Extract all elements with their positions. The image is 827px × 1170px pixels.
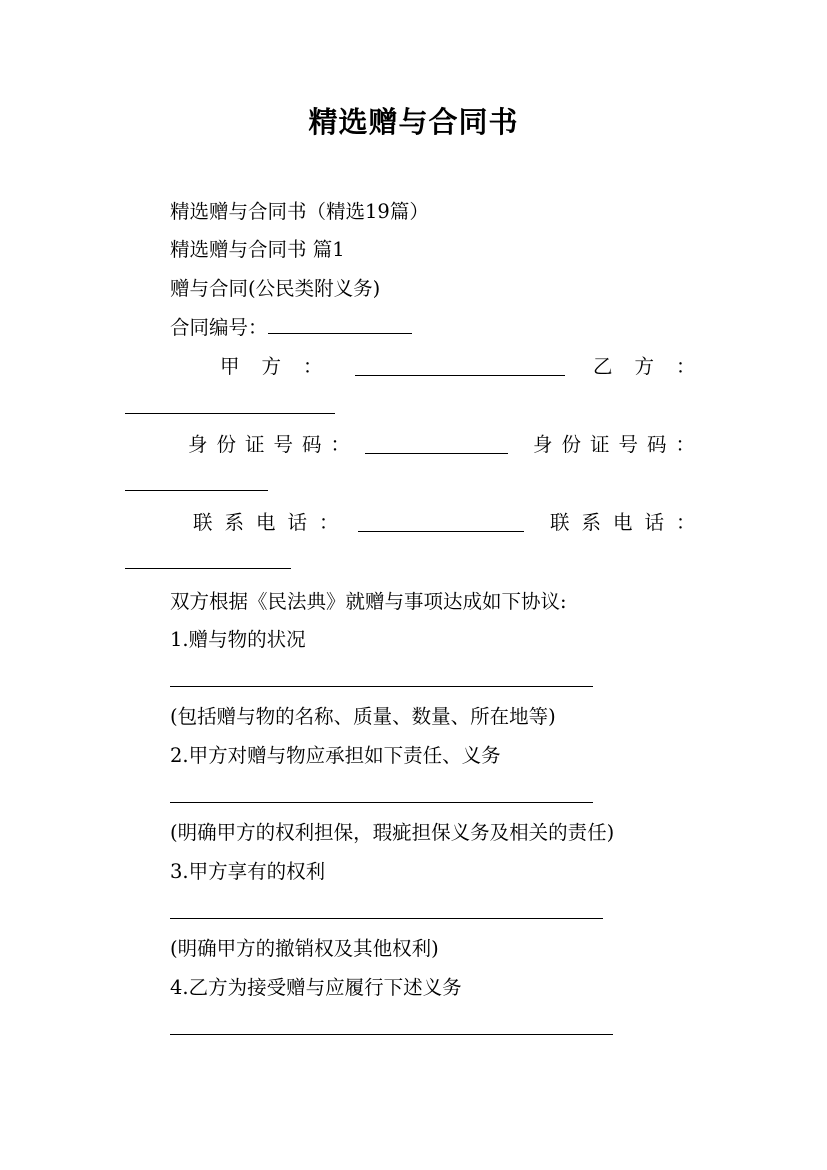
phone-b-blank[interactable] — [125, 568, 291, 569]
phone-b-label: 联系电话： — [550, 511, 708, 534]
contract-number-label: 合同编号： — [170, 316, 268, 339]
item-2-note: (明确甲方的权利担保，瑕疵担保义务及相关的责任) — [170, 821, 615, 844]
item-1-note: (包括赠与物的名称、质量、数量、所在地等) — [170, 705, 556, 728]
party-b-label: 乙方： — [593, 355, 718, 378]
item-1-blank[interactable] — [170, 686, 593, 687]
id-a-blank[interactable] — [365, 453, 508, 454]
contract-number-blank[interactable] — [268, 315, 412, 334]
id-b-label: 身份证号码： — [533, 433, 705, 456]
section-heading: 精选赠与合同书 篇1 — [170, 238, 345, 261]
id-a-label: 身份证号码： — [188, 433, 360, 456]
item-2-blank[interactable] — [170, 802, 593, 803]
phone-a-blank[interactable] — [358, 531, 524, 532]
item-1-heading: 1.赠与物的状况 — [170, 628, 306, 651]
item-3-note: (明确甲方的撤销权及其他权利) — [170, 937, 439, 960]
item-3-blank[interactable] — [170, 918, 603, 919]
item-3-heading: 3.甲方享有的权利 — [170, 860, 326, 883]
item-2-heading: 2.甲方对赠与物应承担如下责任、义务 — [170, 744, 501, 767]
contract-number-row — [170, 315, 412, 341]
id-b-blank[interactable] — [125, 490, 268, 491]
document-title: 精选赠与合同书 — [308, 105, 519, 139]
item-4-heading: 4.乙方为接受赠与应履行下述义务 — [170, 976, 462, 999]
subtitle: 精选赠与合同书（精选19篇） — [170, 200, 429, 223]
agreement-intro: 双方根据《民法典》就赠与事项达成如下协议: — [170, 590, 567, 613]
party-a-blank[interactable] — [355, 375, 565, 376]
party-b-blank[interactable] — [125, 413, 335, 414]
item-4-blank[interactable] — [170, 1034, 613, 1035]
party-a-label: 甲方： — [220, 355, 345, 378]
contract-type: 赠与合同(公民类附义务) — [170, 277, 381, 300]
phone-a-label: 联系电话： — [193, 511, 351, 534]
